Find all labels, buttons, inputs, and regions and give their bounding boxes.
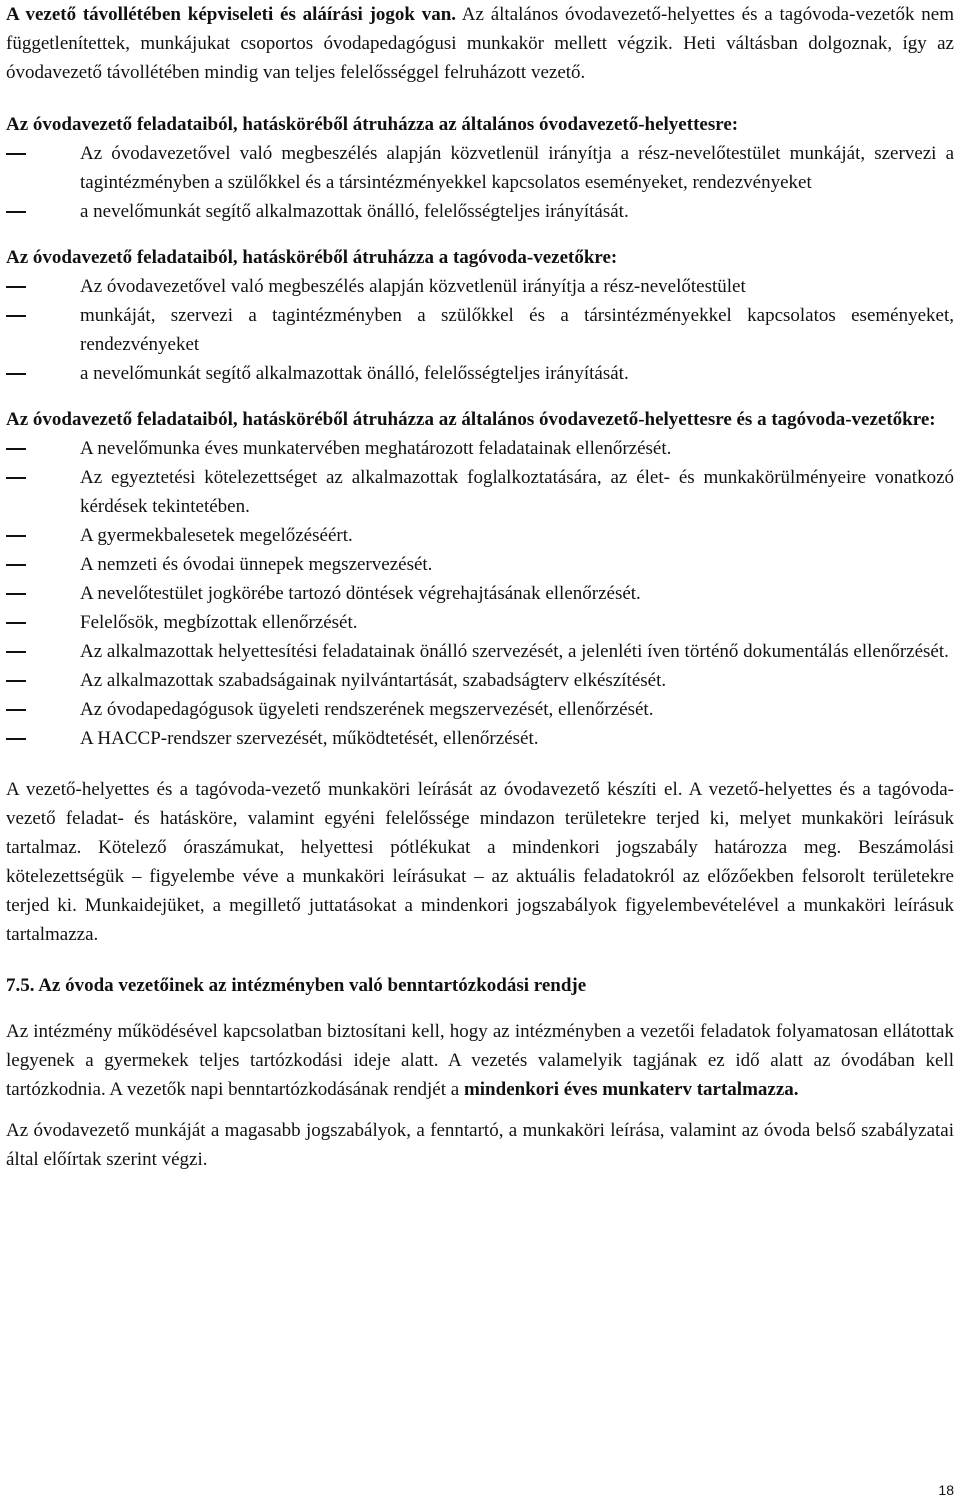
dash-bullet-icon xyxy=(6,564,26,566)
list-item: Az óvodavezetővel való megbeszélés alapján közvetlenül irányítja a rész-nevelőtestület xyxy=(6,272,954,301)
section2-list xyxy=(6,272,954,388)
list-item: a nevelőmunkát segítő alkalmazottak önálló, felelősségteljes irányítását. xyxy=(6,197,954,226)
list-item: Az egyeztetési kötelezettséget az alkalmazottak foglalkoztatására, az élet- és munkakörülményeire vonatkozó kérdések tekintetében. xyxy=(6,463,954,521)
dash-bullet-icon xyxy=(6,448,26,450)
dash-bullet-icon xyxy=(6,211,26,213)
dash-bullet-icon xyxy=(6,535,26,537)
closing-paragraph: Az óvodavezető munkáját a magasabb jogszabályok, a fenntartó, a munkaköri leírása, valamint az óvoda belső szabályzatai által előírtak szerint végzi. xyxy=(6,1120,954,1170)
list-item: Felelősök, megbízottak ellenőrzését. xyxy=(6,608,954,637)
list-item: Az óvodapedagógusok ügyeleti rendszerének megszervezését, ellenőrzését. xyxy=(6,695,954,724)
dash-bullet-icon xyxy=(6,593,26,595)
dash-bullet-icon xyxy=(6,738,26,740)
presence-paragraph: Az intézmény működésével kapcsolatban biztosítani kell, hogy az intézményben a vezetői feladatok folyamatosan ellátottak legyenek a gyermekek teljes tartózkodási ideje alatt. A vezetés valamelyik tagjának ez idő alatt az óvodában kell tartózkodnia. A vezetők napi benntartózkodásának rendjét a mindenkori éves munkaterv tartalmazza. xyxy=(6,1021,954,1100)
page-number: 18 xyxy=(938,1482,954,1498)
dash-bullet-icon xyxy=(6,680,26,682)
section2-heading: Az óvodavezető feladataiból, hatásköréből átruházza a tagóvoda-vezetőkre: xyxy=(6,247,618,268)
section3-heading: Az óvodavezető feladataiból, hatásköréből átruházza az általános óvodavezető-helyettesre és a tagóvoda-vezetőkre: xyxy=(6,409,936,430)
list-item: A nemzeti és óvodai ünnepek megszervezését. xyxy=(6,550,954,579)
list-item: A HACCP-rendszer szervezését, működtetését, ellenőrzését. xyxy=(6,724,954,753)
dash-bullet-icon xyxy=(6,315,26,317)
list-item: A gyermekbalesetek megelőzéséért. xyxy=(6,521,954,550)
list-item: a nevelőmunkát segítő alkalmazottak önálló, felelősségteljes irányítását. xyxy=(6,359,954,388)
list-item: Az alkalmazottak helyettesítési feladatainak önálló szervezését, a jelenléti íven történő dokumentálás ellenőrzését. xyxy=(6,637,954,666)
section3-list xyxy=(6,434,954,753)
dash-bullet-icon xyxy=(6,373,26,375)
section-title-text: Az óvoda vezetőinek az intézményben való benntartózkodási rendje xyxy=(34,975,587,996)
list-item: munkáját, szervezi a tagintézményben a szülőkkel és a társintézményekkel kapcsolatos eseményeket, rendezvényeket xyxy=(6,301,954,359)
section-number: 7.5. xyxy=(6,975,35,996)
dash-bullet-icon xyxy=(6,286,26,288)
dash-bullet-icon xyxy=(6,651,26,653)
intro-bold-lead: A vezető távollétében képviseleti és aláírási jogok van. xyxy=(6,4,457,25)
section1-heading: Az óvodavezető feladataiból, hatásköréből átruházza az általános óvodavezető-helyettesre: xyxy=(6,114,739,135)
dash-bullet-icon xyxy=(6,622,26,624)
dash-bullet-icon xyxy=(6,709,26,711)
list-item: A nevelőmunka éves munkatervében meghatározott feladatainak ellenőrzését. xyxy=(6,434,954,463)
dash-bullet-icon xyxy=(6,477,26,479)
intro-paragraph xyxy=(6,0,954,87)
dash-bullet-icon xyxy=(6,153,26,155)
intro-text: Az általános óvodavezető-helyettes és a tagóvoda-vezetők nem függetlenítettek, munkájukat csoportos óvodapedagógusi munkakör mellett végzik. Heti váltásban dolgoznak, így az óvodavezető távollétében mindig van teljes felelősséggel felruházott vezető. xyxy=(6,4,955,83)
deputy-job-description-paragraph: A vezető-helyettes és a tagóvoda-vezető munkaköri leírását az óvodavezető készíti el. A vezető-helyettes és a tagóvoda-vezető feladat- és hatásköre, valamint egyéni felelőssége mindazon területekre terjed ki, melyet munkaköri leírásuk tartalmaz. Kötelező óraszámukat, helyettesi pótlékukat a mindenkori jogszabály határozza meg. Beszámolási kötelezettségük – figyelembe véve a munkaköri leírásukat – az aktuális feladatokról az előzőekben felsorolt területekre terjed ki. Munkaidejüket, a megillető juttatásokat a mindenkori jogszabályok figyelembevételével a munkaköri leírásuk tartalmazza. xyxy=(6,779,954,945)
presence-bold: mindenkori éves munkaterv tartalmazza. xyxy=(463,1079,799,1100)
section-title xyxy=(6,971,954,1000)
list-item: Az alkalmazottak szabadságainak nyilvántartását, szabadságterv elkészítését. xyxy=(6,666,954,695)
section1-list xyxy=(6,139,954,226)
list-item: A nevelőtestület jogkörébe tartozó döntések végrehajtásának ellenőrzését. xyxy=(6,579,954,608)
list-item: Az óvodavezetővel való megbeszélés alapján közvetlenül irányítja a rész-nevelőtestület munkáját, szervezi a tagintézményben a szülőkkel és a társintézményekkel kapcsolatos eseményeket, rendezvényeket xyxy=(6,139,954,197)
document-page xyxy=(6,0,954,1174)
